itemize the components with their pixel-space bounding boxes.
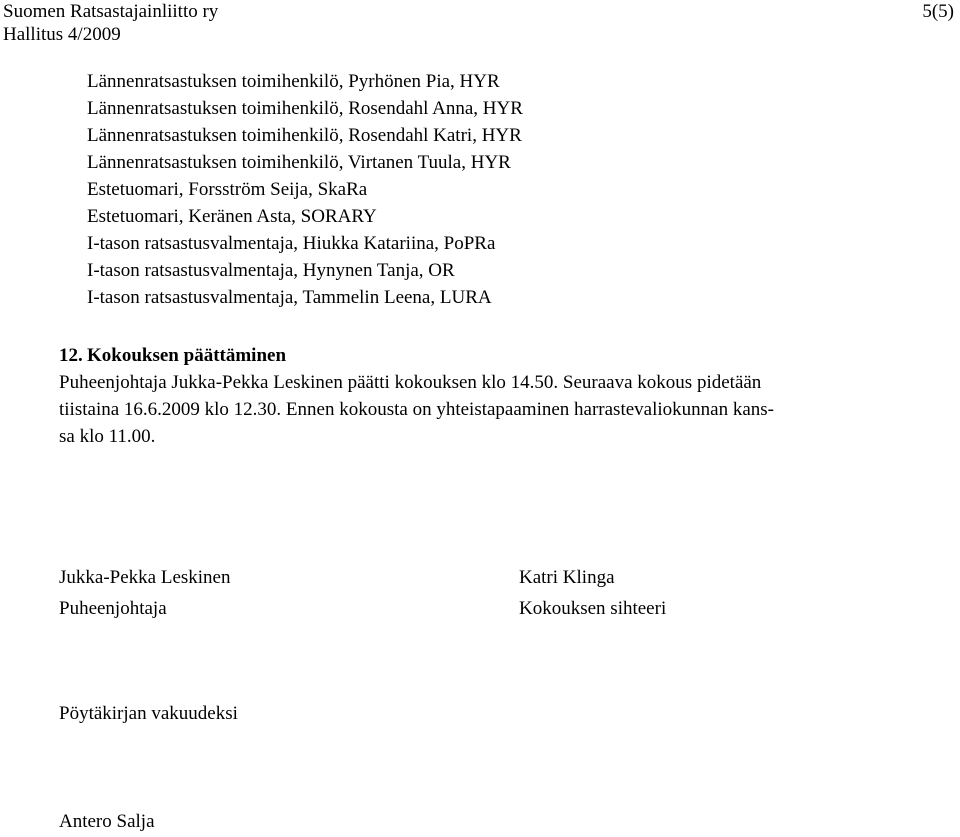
attendee-item: Estetuomari, Forsström Seija, SkaRa <box>87 179 368 200</box>
section-body-line: sa klo 11.00. <box>59 426 156 447</box>
attendee-item: Lännenratsastuksen toimihenkilö, Rosendahl Katri, HYR <box>87 125 522 146</box>
attendee-item: I-tason ratsastusvalmentaja, Tammelin Leena, LURA <box>87 287 492 308</box>
secretary-signature-block <box>519 562 666 624</box>
section-closing <box>59 342 951 450</box>
meeting-identifier: Hallitus 4/2009 <box>3 24 121 45</box>
section-number: 12. <box>59 345 83 366</box>
attendee-item: Lännenratsastuksen toimihenkilö, Virtanen Tuula, HYR <box>87 152 511 173</box>
chair-name: Jukka-Pekka Leskinen <box>59 567 231 588</box>
attendee-item: Estetuomari, Keränen Asta, SORARY <box>87 206 377 227</box>
chair-role: Puheenjohtaja <box>59 598 167 619</box>
chair-signature-block <box>59 562 230 624</box>
attendee-item: Lännenratsastuksen toimihenkilö, Rosendahl Anna, HYR <box>87 98 523 119</box>
section-heading <box>59 342 951 369</box>
attendee-item: Lännenratsastuksen toimihenkilö, Pyrhönen Pia, HYR <box>87 71 500 92</box>
document-header <box>3 0 218 46</box>
section-title: Kokouksen päättäminen <box>87 345 287 366</box>
organization-name: Suomen Ratsastajainliitto ry <box>3 1 219 22</box>
secretary-name: Katri Klinga <box>519 567 615 588</box>
section-body-line: tiistaina 16.6.2009 klo 12.30. Ennen kokousta on yhteistapaaminen harrastevaliokunnan kans- <box>59 399 774 420</box>
secretary-role: Kokouksen sihteeri <box>519 598 667 619</box>
section-body <box>59 369 951 450</box>
verifier-name: Antero Salja <box>59 811 155 832</box>
attendee-item: I-tason ratsastusvalmentaja, Hiukka Katariina, PoPRa <box>87 233 496 254</box>
section-body-line: Puheenjohtaja Jukka-Pekka Leskinen päätti kokouksen klo 14.50. Seuraava kokous pidetään <box>59 372 762 393</box>
attendee-list <box>87 68 523 311</box>
attendee-item: I-tason ratsastusvalmentaja, Hynynen Tanja, OR <box>87 260 455 281</box>
verification-label: Pöytäkirjan vakuudeksi <box>59 703 238 724</box>
page-number: 5(5) <box>922 1 954 22</box>
